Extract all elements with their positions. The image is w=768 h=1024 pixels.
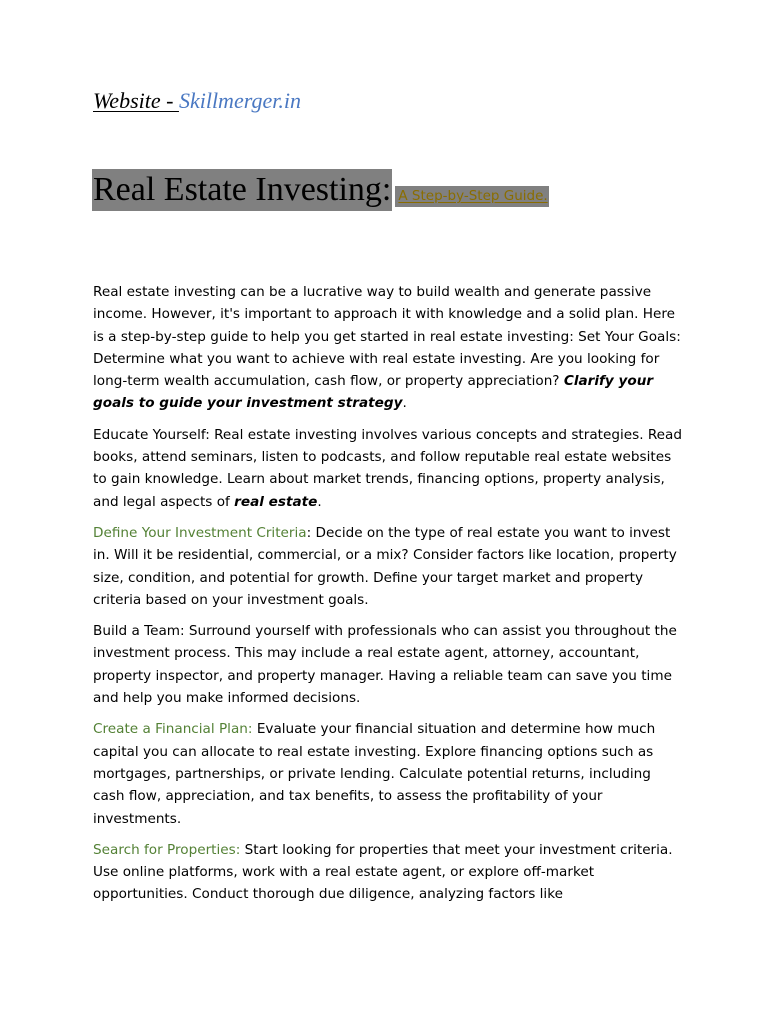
paragraph-text: Build a Team: Surround yourself with professionals who can assist you throughout the investment process. This may include a real estate agent, attorney, accountant, property inspector, and property manager. Having a reliable team can save you time and help you make informed decisions.: [93, 623, 677, 707]
paragraph-emphasis: real estate: [234, 493, 318, 510]
paragraph-text: Real estate investing can be a lucrative way to build wealth and generate passive income. However, it's important to approach it with knowledge and a solid plan. Here is a step-by-step guide to help you get started in real estate investing: Set Your Goals: Determine what you want to achieve with real estate investing. Are you looking for long-term wealth accumulation, cash flow, or property appreciation?: [93, 284, 681, 390]
website-label: Website -: [93, 88, 179, 113]
paragraph-financial: [93, 718, 683, 829]
paragraph-end: .: [402, 395, 407, 412]
title-main-text: Real Estate Investing: [93, 171, 382, 208]
document-body: [93, 281, 683, 915]
paragraph-intro: [93, 281, 683, 415]
section-heading: Create a Financial Plan:: [93, 721, 253, 738]
paragraph-search: [93, 839, 683, 906]
title-colon: :: [381, 171, 392, 208]
paragraph-end: .: [317, 493, 322, 510]
paragraph-text: Start looking for properties that meet your investment criteria. Use online platforms, work with a real estate agent, or explore off-market opportunities. Conduct thorough due diligence, analyzing factors like: [93, 841, 673, 903]
paragraph-educate: [93, 424, 683, 513]
title-main: [92, 169, 392, 211]
title-subtitle: A Step-by-Step Guide.: [395, 186, 548, 207]
section-heading: Search for Properties:: [93, 841, 241, 858]
paragraph-text: Educate Yourself: Real estate investing involves various concepts and strategies. Read books, attend seminars, listen to podcasts, and follow reputable real estate websites to gain knowledge. Learn about market trends, financing options, property analysis, and legal aspects of: [93, 426, 682, 510]
paragraph-team: [93, 620, 683, 709]
paragraph-text: Evaluate your financial situation and determine how much capital you can allocate to real estate investing. Explore financing options such as mortgages, partnerships, or private lending. Calculate potential returns, including cash flow, appreciation, and tax benefits, to assess the profitability of your investments.: [93, 721, 656, 827]
paragraph-text: : Decide on the type of real estate you want to invest in. Will it be residential, commercial, or a mix? Consider factors like location, property size, condition, and potential for growth. Define your target market and property criteria based on your investment goals.: [93, 524, 677, 608]
paragraph-criteria: [93, 522, 683, 611]
website-link[interactable]: Skillmerger.in: [178, 88, 301, 113]
website-line: [93, 86, 301, 116]
document-title: [92, 169, 549, 211]
paragraph-emphasis: Clarify your goals to guide your investment strategy: [93, 373, 654, 412]
section-heading: Define Your Investment Criteria: [93, 524, 307, 541]
